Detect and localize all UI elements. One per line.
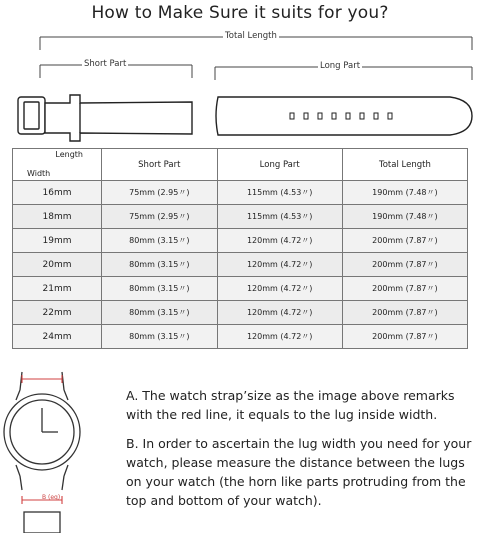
cell-total: 200mm (7.87〃) xyxy=(342,277,467,301)
long-strap-icon xyxy=(216,97,472,135)
watch-width-label: B (eq) xyxy=(42,494,61,501)
cell-short: 80mm (3.15〃) xyxy=(102,325,218,349)
col-header-short: Short Part xyxy=(102,149,218,181)
cell-long: 120mm (4.72〃) xyxy=(217,301,342,325)
corner-width-label: Width xyxy=(27,169,51,178)
short-part-label: Short Part xyxy=(84,59,127,69)
col-header-total: Total Length xyxy=(342,149,467,181)
watch-icon xyxy=(4,372,80,533)
cell-total: 200mm (7.87〃) xyxy=(342,301,467,325)
cell-total: 200mm (7.87〃) xyxy=(342,229,467,253)
table-row xyxy=(13,325,468,349)
table-header-row xyxy=(13,149,468,181)
note-b: B. In order to ascertain the lug width you need for your watch, please measure the distance between the lugs on your watch (the horn like parts protruding from the top and bottom of your watch). xyxy=(126,436,472,508)
cell-width: 24mm xyxy=(13,325,102,349)
cell-short: 80mm (3.15〃) xyxy=(102,277,218,301)
cell-width: 19mm xyxy=(13,229,102,253)
cell-long: 120mm (4.72〃) xyxy=(217,229,342,253)
cell-long: 120mm (4.72〃) xyxy=(217,277,342,301)
size-table xyxy=(12,148,468,349)
cell-width: 18mm xyxy=(13,205,102,229)
cell-short: 80mm (3.15〃) xyxy=(102,253,218,277)
cell-width: 16mm xyxy=(13,181,102,205)
col-header-long: Long Part xyxy=(217,149,342,181)
cell-long: 120mm (4.72〃) xyxy=(217,253,342,277)
cell-short: 75mm (2.95〃) xyxy=(102,181,218,205)
cell-long: 115mm (4.53〃) xyxy=(217,205,342,229)
cell-width: 21mm xyxy=(13,277,102,301)
table-row xyxy=(13,205,468,229)
table-row xyxy=(13,181,468,205)
cell-total: 200mm (7.87〃) xyxy=(342,253,467,277)
page-title: How to Make Sure it suits for you? xyxy=(91,3,389,23)
cell-total: 190mm (7.48〃) xyxy=(342,181,467,205)
table-corner-cell xyxy=(13,149,102,181)
short-strap-icon xyxy=(18,95,192,141)
corner-length-label: Length xyxy=(55,150,83,159)
cell-width: 22mm xyxy=(13,301,102,325)
cell-width: 20mm xyxy=(13,253,102,277)
cell-short: 80mm (3.15〃) xyxy=(102,301,218,325)
total-length-label: Total Length xyxy=(225,31,277,41)
cell-long: 120mm (4.72〃) xyxy=(217,325,342,349)
cell-total: 200mm (7.87〃) xyxy=(342,325,467,349)
instructions xyxy=(126,386,476,520)
table-row xyxy=(13,229,468,253)
table-row xyxy=(13,301,468,325)
long-part-label: Long Part xyxy=(320,61,361,71)
table-row xyxy=(13,277,468,301)
cell-total: 190mm (7.48〃) xyxy=(342,205,467,229)
cell-long: 115mm (4.53〃) xyxy=(217,181,342,205)
table-row xyxy=(13,253,468,277)
note-a: A. The watch strap’size as the image above remarks with the red line, it equals to the lug inside width. xyxy=(126,388,455,422)
cell-short: 80mm (3.15〃) xyxy=(102,229,218,253)
cell-short: 75mm (2.95〃) xyxy=(102,205,218,229)
